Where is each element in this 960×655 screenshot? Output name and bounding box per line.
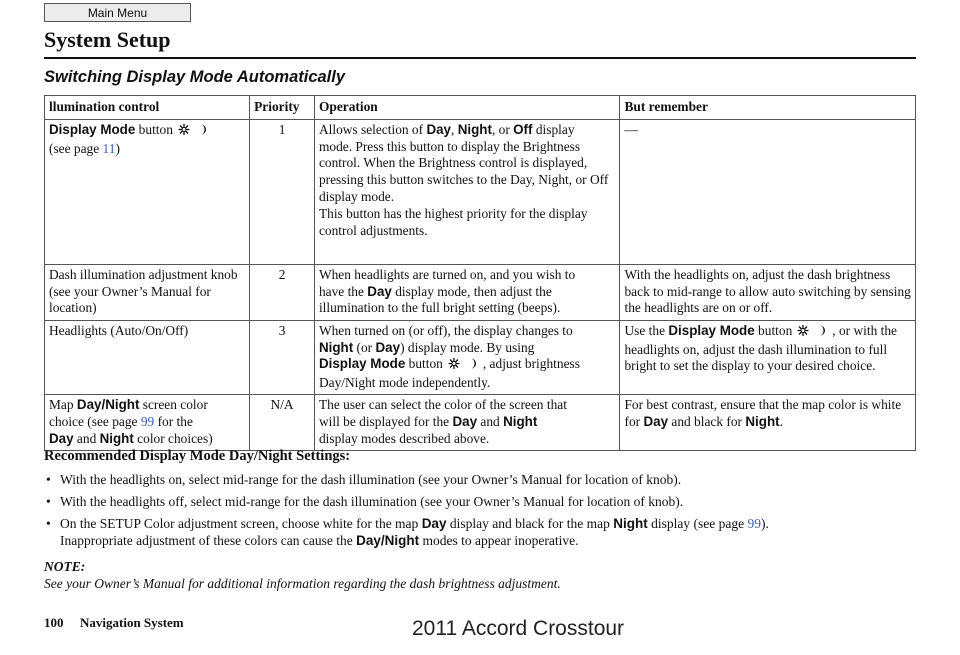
- bullet-text: ).: [761, 516, 769, 531]
- display-mode-icon: [446, 357, 480, 375]
- display-mode-icon: [176, 123, 210, 141]
- title-rule: [44, 57, 916, 59]
- main-menu-button[interactable]: Main Menu: [44, 3, 191, 22]
- day-label: Day: [367, 283, 392, 299]
- control-cell: Headlights (Auto/On/Off): [45, 320, 250, 394]
- footer-system-name: Navigation System: [80, 615, 184, 630]
- recommended-settings-title: Recommended Display Mode Day/Night Settings:: [44, 448, 351, 464]
- header-priority: Priority: [250, 96, 315, 120]
- day-label: Day: [426, 121, 452, 137]
- display-mode-label: Display Mode: [49, 121, 136, 137]
- page-number: 100: [44, 615, 64, 630]
- priority-cell: 2: [250, 264, 315, 320]
- table-row: [45, 320, 916, 394]
- list-item: • With the headlights off, select mid-range for the dash illumination (see your Owner’s Manual for location of knob).: [44, 493, 924, 510]
- bullet-text: On the SETUP Color adjustment screen, choose white for the map: [60, 516, 422, 531]
- control-cell: [45, 394, 250, 450]
- display-mode-label: Display Mode: [668, 322, 755, 338]
- display-mode-icon: [795, 324, 829, 342]
- header-remember: But remember: [620, 96, 916, 120]
- ctrl-text: Map: [49, 396, 77, 412]
- watermark: 2011 Accord Crosstour: [412, 617, 625, 640]
- operation-cell: [314, 264, 620, 320]
- night-label: Night: [99, 430, 134, 446]
- priority-cell: 3: [250, 320, 315, 394]
- ctrl-text: and: [73, 430, 100, 446]
- ctrl-text: for the: [154, 413, 193, 429]
- op-text: ,: [451, 121, 458, 137]
- rem-text: and black for: [668, 413, 746, 429]
- op-text: , adjust brightness Day/Night mode independently.: [318, 356, 580, 391]
- day-night-label: Day/Night: [356, 533, 420, 548]
- remember-cell: —: [620, 119, 916, 264]
- rem-text: Use the: [624, 322, 669, 338]
- op-text: display mode, then adjust the illumination to the full bright setting (beeps).: [318, 283, 561, 316]
- op-text: have the: [318, 283, 368, 299]
- rem-text: For best contrast, ensure that the map color is white for: [624, 396, 902, 429]
- ctrl-text: color choices): [133, 430, 213, 446]
- note-text: See your Owner’s Manual for additional information regarding the dash brightness adjustment.: [44, 576, 561, 591]
- note-label: NOTE:: [44, 559, 86, 574]
- day-label: Day: [375, 339, 401, 355]
- control-cell: [45, 119, 250, 264]
- illumination-table: [44, 95, 916, 451]
- page-title: System Setup: [44, 27, 171, 52]
- op-text: When turned on (or off), the display changes to: [318, 322, 573, 338]
- list-item: • With the headlights on, select mid-range for the dash illumination (see your Owner’s Manual for location of knob).: [44, 471, 924, 488]
- page-link-11[interactable]: 11: [102, 140, 116, 156]
- op-text: , or: [491, 121, 514, 137]
- remember-cell: With the headlights on, adjust the dash brightness back to mid-range to allow auto switching by sensing the headlights are on or off.: [620, 264, 916, 320]
- control-cell: Dash illumination adjustment knob (see your Owner’s Manual for location): [45, 264, 250, 320]
- header-control: llumination control: [45, 96, 250, 120]
- priority-cell: 1: [250, 119, 315, 264]
- day-label: Day: [452, 413, 478, 429]
- table-row: [45, 394, 916, 450]
- page-link-99[interactable]: 99: [140, 413, 155, 429]
- op-text: (or: [353, 339, 376, 355]
- bullet-text: modes to appear inoperative.: [419, 533, 579, 548]
- see-page-text: (see page: [49, 140, 103, 156]
- bullet-text: display (see page: [647, 516, 748, 531]
- rem-text: , or with the headlights on, adjust the dash illumination to full bright to set the display to your desired choice.: [624, 322, 897, 374]
- operation-cell: [314, 394, 620, 450]
- rem-text: .: [779, 413, 783, 429]
- table-row: [45, 119, 916, 264]
- table-row: [45, 264, 916, 320]
- rem-text: button: [754, 322, 793, 338]
- display-mode-label: Display Mode: [318, 356, 406, 372]
- page-link-99[interactable]: 99: [747, 516, 761, 531]
- night-label: Night: [457, 121, 492, 137]
- op-text: display: [532, 121, 575, 137]
- priority-cell: N/A: [250, 394, 315, 450]
- op-text: will be displayed for the: [318, 413, 453, 429]
- op-text: This button has the highest priority for the display control adjustments.: [318, 205, 588, 238]
- night-label: Night: [745, 413, 780, 429]
- section-title: Switching Display Mode Automatically: [44, 68, 346, 86]
- off-label: Off: [513, 121, 533, 137]
- bullet-text: Inappropriate adjustment of these colors can cause the: [60, 533, 357, 548]
- day-night-label: Day/Night: [76, 396, 140, 412]
- remember-cell: [620, 320, 916, 394]
- night-label: Night: [503, 413, 538, 429]
- op-text: When headlights are turned on, and you wish to: [318, 266, 576, 282]
- bullet-text: display and black for the map: [446, 516, 614, 531]
- op-text: display modes described above.: [318, 430, 490, 446]
- table-header-row: [45, 96, 916, 120]
- night-label: Night: [318, 339, 354, 355]
- header-operation: Operation: [314, 96, 620, 120]
- day-label: Day: [643, 413, 669, 429]
- op-text: and: [477, 413, 504, 429]
- op-text: button: [405, 356, 443, 372]
- operation-cell: [314, 320, 620, 394]
- op-text: Allows selection of: [318, 121, 427, 137]
- ctrl-text: screen color choice (see page: [49, 396, 208, 429]
- see-page-close: ): [115, 140, 120, 156]
- list-item: [44, 515, 924, 549]
- night-label: Night: [613, 516, 648, 531]
- op-text: ) display mode. By using: [400, 339, 535, 355]
- recommendation-list: [44, 466, 924, 549]
- remember-cell: [620, 394, 916, 450]
- op-text: The user can select the color of the screen that: [318, 396, 567, 412]
- op-text: mode. Press this button to display the Brightness control. When the Brightness control is displayed, pressing this button switches to the Day, Night, or Off display mode.: [318, 138, 609, 204]
- operation-cell: [314, 119, 620, 264]
- button-word: button: [135, 121, 173, 137]
- day-label: Day: [421, 516, 447, 531]
- day-label: Day: [49, 430, 74, 446]
